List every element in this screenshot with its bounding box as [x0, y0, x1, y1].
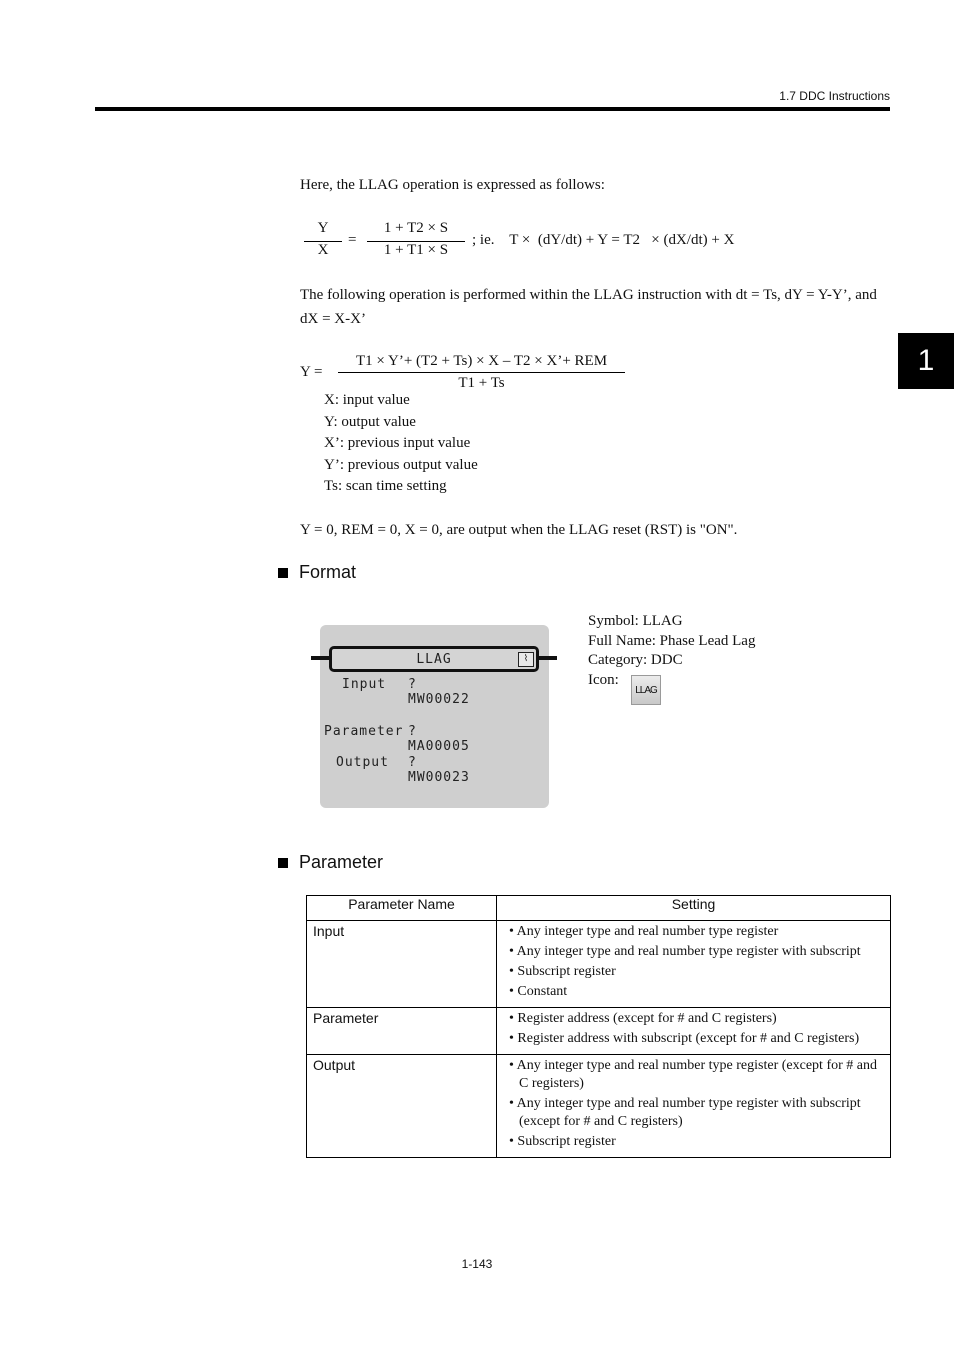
parameter-name: Output — [307, 1055, 497, 1158]
setting-item: • Subscript register — [509, 964, 616, 979]
llag-icon-text: LLAG — [635, 684, 657, 696]
table-header-row — [307, 896, 891, 921]
parameter-name: Parameter — [307, 1008, 497, 1055]
setting-item: • Any integer type and real number type register (except for # and C registers) — [509, 1058, 877, 1091]
setting-item: • Subscript register — [509, 1134, 616, 1149]
eq2-numerator: T1 × Y’+ (T2 + Ts) × X – T2 × X’+ REM — [355, 353, 608, 369]
definition-item: Y: output value — [324, 413, 416, 430]
setting-item: • Register address (except for # and C registers) — [509, 1011, 777, 1026]
setting-item: • Any integer type and real number type register — [509, 924, 779, 939]
reset-note: Y = 0, REM = 0, X = 0, are output when the LLAG reset (RST) is "ON". — [300, 522, 738, 538]
definition-item: X: input value — [324, 392, 410, 408]
variable-definitions — [324, 390, 478, 498]
llag-icon — [631, 675, 661, 705]
operation-description: The following operation is performed within the LLAG instruction with dt = Ts, dY = Y-Y’, and dX = X-X’ — [300, 287, 877, 327]
parameter-heading — [278, 852, 383, 873]
column-header: Setting — [497, 896, 891, 921]
parameter-heading-text: Parameter — [299, 852, 384, 872]
table-row — [307, 1055, 891, 1158]
block-output-register[interactable]: MW00023 — [408, 770, 470, 785]
parameter-table — [306, 895, 891, 1158]
parameter-settings — [497, 1055, 891, 1158]
intro-text: Here, the LLAG operation is expressed as follows: — [300, 177, 605, 193]
eq1-equals: = — [348, 232, 357, 248]
eq1-lhs-numerator: Y — [317, 220, 329, 236]
eq1-lhs-denominator: X — [317, 242, 329, 258]
definition-item: X’: previous input value — [324, 435, 471, 451]
block-mini-icon: ⌇ — [518, 652, 534, 667]
table-row — [307, 921, 891, 1008]
block-parameter-label: Parameter — [324, 724, 404, 739]
parameter-settings — [497, 921, 891, 1008]
format-heading — [278, 562, 356, 583]
definition-item: Ts: scan time setting — [324, 478, 447, 494]
format-heading-text: Format — [299, 562, 357, 582]
header-rule — [95, 107, 890, 111]
full-name-text: Full Name: Phase Lead Lag — [588, 632, 756, 649]
running-header: 1.7 DDC Instructions — [779, 89, 890, 103]
page-number: 1-143 — [461, 1257, 493, 1271]
eq1-rhs-denominator: 1 + T1 × S — [383, 242, 449, 258]
block-output-label: Output — [336, 755, 389, 770]
block-output-wire — [537, 656, 557, 660]
eq1-rhs-numerator: 1 + T2 × S — [383, 220, 449, 236]
block-parameter-q: ? — [408, 724, 417, 739]
table-row — [307, 1008, 891, 1055]
block-title: LLAG — [416, 652, 452, 667]
parameter-settings — [497, 1008, 891, 1055]
setting-item: • Register address with subscript (except for # and C registers) — [509, 1031, 860, 1046]
column-header: Parameter Name — [307, 896, 497, 921]
parameter-name: Input — [307, 921, 497, 1008]
setting-item: • Any integer type and real number type register with subscript (except for # and C registers) — [509, 1096, 861, 1129]
symbol-text: Symbol: LLAG — [588, 613, 683, 629]
eq2-lhs: Y = — [300, 364, 323, 380]
eq2-denominator: T1 + Ts — [458, 375, 505, 391]
category-text: Category: DDC — [588, 652, 683, 668]
setting-item: • Any integer type and real number type register with subscript — [509, 944, 861, 959]
chapter-tab: 1 — [898, 333, 954, 389]
eq1-differential-form: ; ie. T × (dY/dt) + Y = T2 × (dX/dt) + X — [472, 232, 735, 248]
setting-item: • Constant — [509, 984, 568, 999]
definition-item: Y’: previous output value — [324, 456, 478, 473]
instruction-info — [588, 612, 755, 690]
square-bullet-icon — [278, 858, 288, 868]
icon-label: Icon: — [588, 671, 619, 688]
square-bullet-icon — [278, 568, 288, 578]
block-parameter-register[interactable]: MA00005 — [408, 739, 470, 754]
block-input-q: ? — [408, 677, 417, 692]
block-input-register[interactable]: MW00022 — [408, 692, 470, 707]
block-input-label: Input — [342, 677, 387, 692]
block-output-q: ? — [408, 755, 417, 770]
